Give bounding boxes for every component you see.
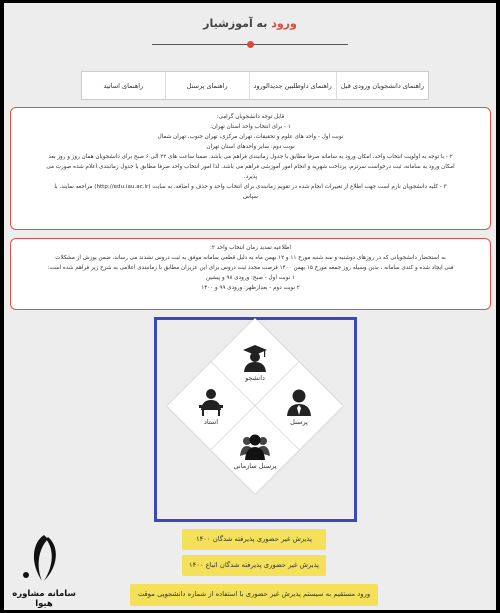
notice-line: ۲ - با توجه به اولویت انتخاب واحد، امکان ورود به سامانه صرفا مطابق با جدول زمانبندی فراهم می باشد. ضمنا ساعت های ۲۲ الی ۶ صبح برای دانشجویان همان روز و روز بعد [48,154,453,160]
title-dot [247,41,254,48]
page-title [4,17,496,30]
professor-login-content[interactable] [176,388,246,426]
staff-login-content[interactable] [264,388,334,426]
notice-line: ۲ نوبت دوم - بعدازظهر: ورودی ۹۹ و ۱۴۰۰ [201,285,300,291]
staff-person-icon [286,388,312,416]
tab-professors-guide[interactable]: راهنمای اساتید [103,81,144,90]
student-login-label: دانشجو [245,374,265,382]
notice-line: فنی ایجاد شده و کندی سامانه ، بدین وسیله روز جمعه مورخ ۱۵ بهمن ۱۴۰۰ فرصت مجدد ثبت دروس برای این عزیزان مطابق با زمانبندی اعلامی به شرح زیر فراهم شده است: [47,265,454,271]
tab-new-applicants-guide[interactable]: راهنمای داوطلبین جدیدالورود [249,72,336,99]
group-icon [240,432,270,460]
remote-admission-foreign-1400-button[interactable]: پذیرش غیر حضوری پذیرفته شدگان اتباع ۱۴۰۰ [182,555,326,576]
notice-line: اطلاعیه تمدید زمان انتخاب واحد ۲: [210,245,291,251]
notice-line: قابل توجه دانشجویان گرامی: [216,114,285,120]
notice-line: نوبت اول - واحد های علوم و تحقیقات، تهران مرکزی، تهران جنوب، تهران شمال [157,134,344,140]
tab-previous-students-guide[interactable]: راهنمای دانشجویان ورودی قبل [336,72,428,99]
title-rest: به آموزشیار [203,17,272,30]
hiva-logo [6,529,82,610]
notice-line: سپاس [243,194,258,200]
teacher-icon [197,388,225,416]
guide-tabs [81,71,429,100]
login-role-selector [154,317,357,522]
tab-staff-guide[interactable]: راهنمای پرسنل [165,72,249,99]
professor-login-label: استاد [203,418,219,426]
notice-line: ۳ - کلیه دانشجویان نازم است جهت اطلاع از تغییرات انجام شده در تقویم زمانبندی برای انتخاب واحد و حذف و اضافه، به سایت (http://edu.iau.ac.ir) مراجعه نمایند. با [54,184,447,190]
notice-line: نوبت دوم: سایر واحدهای استان تهران [206,144,295,150]
notice-line: امکان ورود به سامانه، ثبت درخواست سرترم، پرداخت شهریه و انجام امور آموزشی فراهم می باشد. لذا امور انتخاب واحد صرفا مطابق با جدول زمانبندی اعلام شده صورت می [46,164,455,170]
title-accent: ورود [271,17,297,30]
graduate-icon [242,344,268,372]
staff-login-label: پرسنل [290,418,308,426]
notice-extension [10,238,491,310]
notice-line: به استحضار دانشجویانی که در روزهای دوشنبه و سه شنبه مورخ ۱۱ و ۱۲ بهمن ماه به دلیل قطعی سامانه موفق به ثبت دروس نشدند می رساند، ضمن پوزش از مشکلات [55,255,446,261]
notice-line: پذیرد. [243,174,258,180]
hiva-logo-text: سامانه مشاوره هیوا [12,589,76,609]
notice-line: ۱ نوبت اول - صبح: ورودی ۹۸ و پیشین [206,275,295,281]
student-login-content[interactable] [220,344,290,382]
notice-line: ۱ - برای انتخاب واحد استان تهران: [210,124,291,130]
remote-admission-1400-button[interactable]: پذیرش غیر حضوری پذیرفته شدگان ۱۴۰۰ [182,529,326,550]
direct-login-temp-id-button[interactable]: ورود مستقیم به سیستم پذیرش غیر حضوری با استفاده از شماره دانشجویی موقت [130,584,378,606]
organizational-staff-login-label: پرسنل سازمانی [233,462,277,470]
hiva-logo-mark [6,529,82,589]
organizational-staff-login-content[interactable] [220,432,290,470]
notice-registration [10,107,491,230]
page [4,3,496,610]
